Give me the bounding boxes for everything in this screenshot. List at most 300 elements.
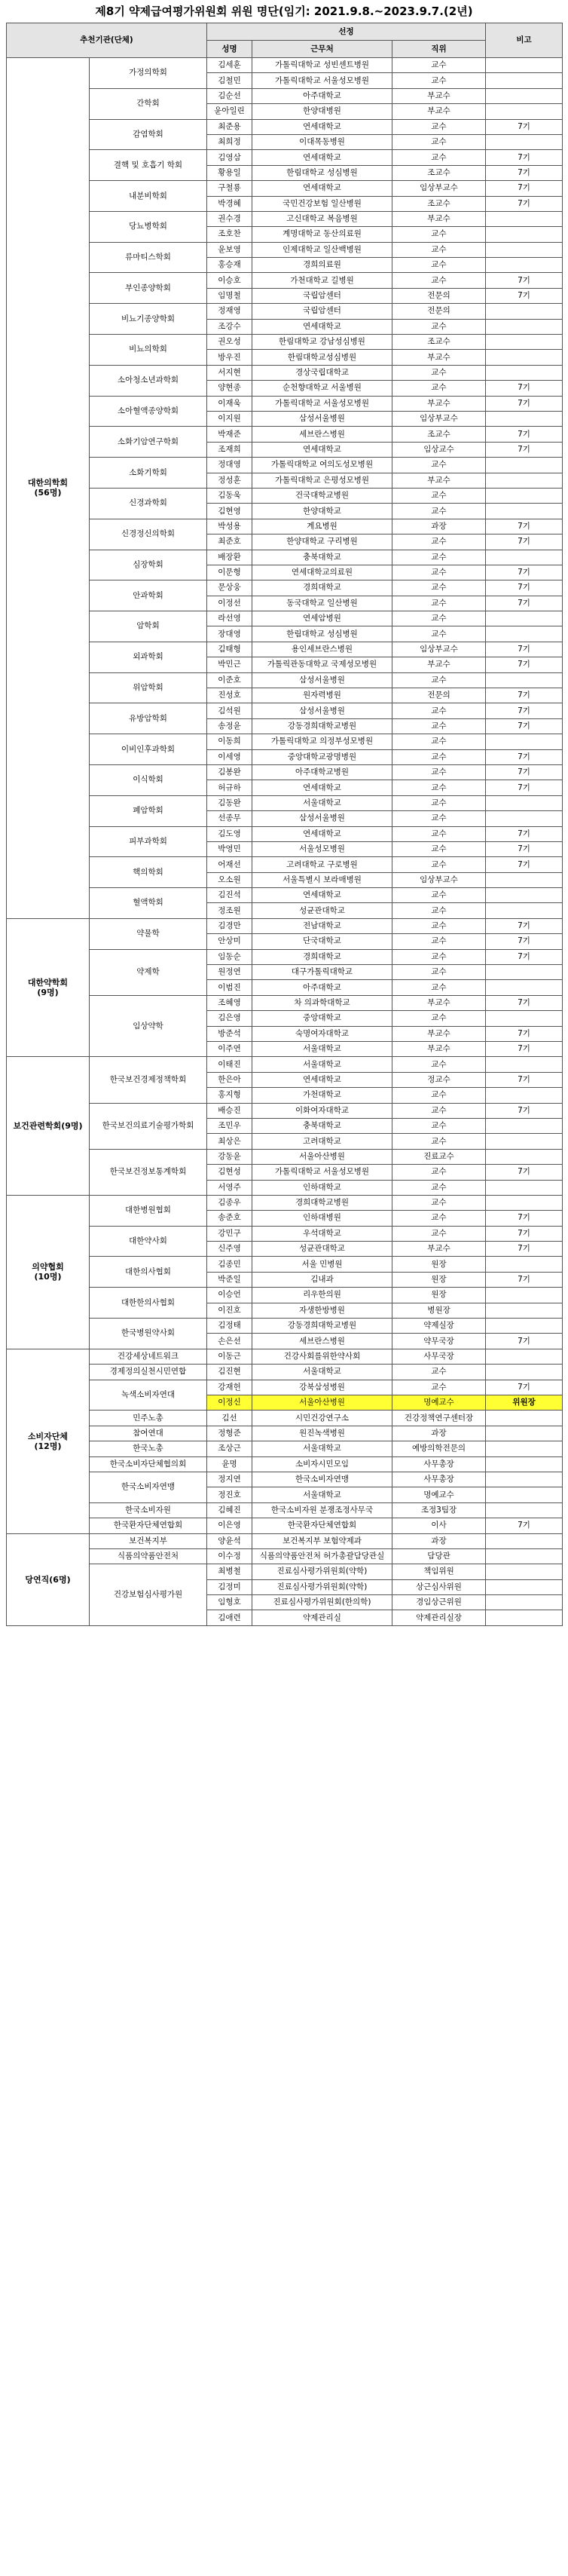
- member-row: [7, 795, 563, 810]
- member-note: 7기: [486, 1272, 563, 1287]
- member-name: 김종민: [207, 1257, 252, 1272]
- member-note: [486, 365, 563, 380]
- member-row: [7, 764, 563, 780]
- org-cell: 한국보건정보통계학회: [90, 1149, 207, 1195]
- member-note: 7기: [486, 1518, 563, 1533]
- member-row: [7, 150, 563, 165]
- member-position: 전문의: [392, 688, 486, 703]
- member-workplace: 가톨릭대학교 은평성모병원: [252, 473, 392, 488]
- member-note: [486, 1088, 563, 1103]
- member-position: 진료교수: [392, 1149, 486, 1164]
- member-name: 김진현: [207, 1365, 252, 1380]
- member-workplace: 연세대학교: [252, 1072, 392, 1087]
- member-workplace: 중앙대학교: [252, 1011, 392, 1026]
- member-position: 과장: [392, 519, 486, 534]
- member-workplace: 김내과: [252, 1272, 392, 1287]
- member-position: 교수: [392, 780, 486, 795]
- member-note: [486, 335, 563, 350]
- member-workplace: 연세대학교: [252, 888, 392, 903]
- member-workplace: 세브란스병원: [252, 1334, 392, 1349]
- member-note: 7기: [486, 150, 563, 165]
- member-position: 교수: [392, 1211, 486, 1226]
- member-position: 교수: [392, 965, 486, 980]
- member-position: 교수: [392, 918, 486, 933]
- member-workplace: 연세대학교의료원: [252, 565, 392, 580]
- member-position: 예방의학전문의: [392, 1441, 486, 1456]
- member-row: [7, 1441, 563, 1456]
- member-note: [486, 473, 563, 488]
- member-position: 책임위원: [392, 1564, 486, 1579]
- org-cell: 민주노총: [90, 1411, 207, 1426]
- member-note: [486, 1564, 563, 1579]
- member-row: [7, 995, 563, 1010]
- member-position: 명예교수: [392, 1395, 486, 1410]
- member-workplace: 고신대학교 복음병원: [252, 211, 392, 226]
- member-workplace: 연세대학교: [252, 780, 392, 795]
- org-cell: 류마티스학회: [90, 242, 207, 273]
- member-workplace: 한림대학교 성심병원: [252, 165, 392, 180]
- member-workplace: 계요병원: [252, 519, 392, 534]
- org-cell: 한국보건의료기술평가학회: [90, 1103, 207, 1149]
- member-name: 손은선: [207, 1334, 252, 1349]
- member-position: 이사: [392, 1518, 486, 1533]
- member-name: 이재욱: [207, 396, 252, 411]
- member-position: 교수: [392, 1165, 486, 1180]
- member-position: 교수: [392, 611, 486, 626]
- member-position: 교수: [392, 565, 486, 580]
- member-name: 최상은: [207, 1134, 252, 1149]
- org-cell: 대한의사협회: [90, 1257, 207, 1288]
- member-row: [7, 458, 563, 473]
- org-cell: 이비인후과학회: [90, 734, 207, 765]
- member-note: [486, 888, 563, 903]
- member-note: 7기: [486, 119, 563, 134]
- member-workplace: 한국환자단체연합회: [252, 1518, 392, 1533]
- member-row: [7, 519, 563, 534]
- member-position: 교수: [392, 458, 486, 473]
- member-workplace: 연세대학교: [252, 150, 392, 165]
- member-workplace: 한림대학교 강남성심병원: [252, 335, 392, 350]
- member-row: [7, 304, 563, 319]
- member-row: [7, 396, 563, 411]
- member-workplace: 식품의약품안전처 허가총괄담당관실: [252, 1548, 392, 1564]
- member-workplace: 경희대학교병원: [252, 1195, 392, 1210]
- member-note: 7기: [486, 1165, 563, 1180]
- org-cell: 약제학: [90, 949, 207, 995]
- member-name: 신주영: [207, 1242, 252, 1257]
- member-name: 강재헌: [207, 1380, 252, 1395]
- member-note: [486, 73, 563, 88]
- member-position: 임상부교수: [392, 642, 486, 657]
- member-note: 7기: [486, 749, 563, 764]
- member-workplace: 연세대학교: [252, 181, 392, 196]
- member-position: 부교수: [392, 1026, 486, 1041]
- member-workplace: 국립암센터: [252, 304, 392, 319]
- org-cell: 한국소비자연맹: [90, 1472, 207, 1502]
- member-position: 교수: [392, 227, 486, 242]
- member-name: 이승언: [207, 1288, 252, 1303]
- member-name: 김태형: [207, 642, 252, 657]
- member-workplace: 서울대학교: [252, 1057, 392, 1072]
- member-name: 서지현: [207, 365, 252, 380]
- member-workplace: 충북대학교: [252, 550, 392, 565]
- header-recommender: 추천기관(단체): [7, 23, 207, 58]
- member-row: [7, 1548, 563, 1564]
- member-position: 병원장: [392, 1303, 486, 1318]
- org-cell: 당뇨병학회: [90, 211, 207, 242]
- member-name: 진성호: [207, 688, 252, 703]
- member-position: 정교수: [392, 1072, 486, 1087]
- member-position: 조교수: [392, 427, 486, 442]
- member-note: 7기: [486, 534, 563, 550]
- member-note: [486, 227, 563, 242]
- member-name: 홍지형: [207, 1088, 252, 1103]
- member-row: [7, 672, 563, 688]
- org-cell: 안과학회: [90, 580, 207, 611]
- member-position: 교수: [392, 826, 486, 841]
- member-name: 박민근: [207, 657, 252, 672]
- member-row: [7, 888, 563, 903]
- member-workplace: 삼성서울병원: [252, 411, 392, 426]
- member-row: [7, 1103, 563, 1118]
- member-name: 이승호: [207, 273, 252, 288]
- member-row: [7, 1411, 563, 1426]
- member-workplace: 원자력병원: [252, 688, 392, 703]
- member-workplace: 한국소비자원 분쟁조정사무국: [252, 1502, 392, 1518]
- org-cell: 소화기학회: [90, 458, 207, 489]
- member-position: 교수: [392, 73, 486, 88]
- member-name: 조호찬: [207, 227, 252, 242]
- member-position: 부교수: [392, 657, 486, 672]
- member-note: [486, 1456, 563, 1472]
- member-name: 박준일: [207, 1272, 252, 1287]
- member-workplace: 단국대학교: [252, 934, 392, 949]
- member-name: 김도영: [207, 826, 252, 841]
- org-cell: 대한약사회: [90, 1226, 207, 1257]
- member-name: 어재선: [207, 857, 252, 872]
- member-name: 서영주: [207, 1180, 252, 1195]
- member-position: 교수: [392, 1226, 486, 1241]
- member-row: [7, 1533, 563, 1548]
- member-row: [7, 949, 563, 964]
- member-workplace: 가톨릭관동대학교 국제성모병원: [252, 657, 392, 672]
- member-position: 담당관: [392, 1548, 486, 1564]
- member-row: [7, 88, 563, 103]
- member-position: 교수: [392, 534, 486, 550]
- member-workplace: 아주대학교병원: [252, 764, 392, 780]
- member-position: 원장: [392, 1257, 486, 1272]
- org-cell: 임상약학: [90, 995, 207, 1057]
- member-position: 전문의: [392, 304, 486, 319]
- member-name: 이범진: [207, 980, 252, 995]
- member-position: 과장: [392, 1426, 486, 1441]
- member-note: [486, 795, 563, 810]
- member-position: 부교수: [392, 88, 486, 103]
- member-note: 위원장: [486, 1395, 563, 1410]
- member-workplace: 국민건강보험 일산병원: [252, 196, 392, 211]
- member-note: [486, 1533, 563, 1548]
- member-name: 윤아일린: [207, 104, 252, 119]
- member-table: [6, 23, 563, 1626]
- header-position: 직위: [392, 41, 486, 58]
- member-row: [7, 1380, 563, 1395]
- member-position: 교수: [392, 1365, 486, 1380]
- org-cell: 참여연대: [90, 1426, 207, 1441]
- member-workplace: 연세대학교: [252, 442, 392, 457]
- member-note: [486, 504, 563, 519]
- member-row: [7, 1456, 563, 1472]
- member-name: 김현성: [207, 1165, 252, 1180]
- member-name: 박경혜: [207, 196, 252, 211]
- member-position: 부교수: [392, 396, 486, 411]
- org-cell: 한국노총: [90, 1441, 207, 1456]
- member-note: 7기: [486, 1242, 563, 1257]
- member-workplace: 가천대학교: [252, 1088, 392, 1103]
- org-cell: 폐암학회: [90, 795, 207, 826]
- member-workplace: 인하대학교: [252, 1180, 392, 1195]
- member-note: 7기: [486, 857, 563, 872]
- org-cell: 위암학회: [90, 672, 207, 703]
- member-name: 조재희: [207, 442, 252, 457]
- member-note: [486, 1303, 563, 1318]
- member-row: [7, 703, 563, 718]
- member-row: [7, 1426, 563, 1441]
- member-name: 원정연: [207, 965, 252, 980]
- member-position: 교수: [392, 580, 486, 596]
- org-cell: 소아혈액종양학회: [90, 396, 207, 427]
- member-note: [486, 672, 563, 688]
- member-workplace: 진료심사평가위원회(한의학): [252, 1595, 392, 1610]
- org-cell: 건강세상네트워크: [90, 1349, 207, 1364]
- member-workplace: 아주대학교: [252, 980, 392, 995]
- member-position: 사무총장: [392, 1472, 486, 1487]
- org-cell: 심장학회: [90, 550, 207, 580]
- header-name: 성명: [207, 41, 252, 58]
- member-row: [7, 734, 563, 749]
- org-cell: 대한병원협회: [90, 1195, 207, 1226]
- document-title: 제8기 약제급여평가위원회 위원 명단(임기: 2021.9.8.~2023.9.7.(2년): [95, 5, 473, 18]
- member-note: 7기: [486, 288, 563, 303]
- member-note: [486, 811, 563, 826]
- member-note: [486, 304, 563, 319]
- member-name: 박영민: [207, 841, 252, 856]
- member-row: [7, 611, 563, 626]
- member-name: 김순선: [207, 88, 252, 103]
- member-name: 배승진: [207, 1103, 252, 1118]
- member-note: 7기: [486, 1211, 563, 1226]
- member-position: 교수: [392, 1103, 486, 1118]
- org-cell: 가정의학회: [90, 58, 207, 89]
- member-note: [486, 1365, 563, 1380]
- member-position: 조교수: [392, 196, 486, 211]
- member-note: [486, 1134, 563, 1149]
- org-cell: 비뇨의학회: [90, 335, 207, 366]
- member-position: 임상교수: [392, 442, 486, 457]
- member-row: [7, 58, 563, 73]
- member-workplace: 가톨릭대학교 서울성모병원: [252, 396, 392, 411]
- member-note: [486, 104, 563, 119]
- member-position: 경임상근위원: [392, 1595, 486, 1610]
- member-note: [486, 550, 563, 565]
- member-workplace: 삼성서울병원: [252, 811, 392, 826]
- org-cell: 건강보험심사평가원: [90, 1564, 207, 1626]
- member-name: 안상미: [207, 934, 252, 949]
- member-position: 교수: [392, 734, 486, 749]
- category-cell: 대한의학회 (56명): [7, 58, 90, 919]
- member-position: 부교수: [392, 473, 486, 488]
- member-note: 7기: [486, 1380, 563, 1395]
- member-note: 7기: [486, 580, 563, 596]
- org-cell: 암학회: [90, 611, 207, 642]
- member-workplace: 한양대학교: [252, 504, 392, 519]
- member-position: 교수: [392, 365, 486, 380]
- member-workplace: 한양대학교 구리병원: [252, 534, 392, 550]
- member-workplace: 아주대학교: [252, 88, 392, 103]
- org-cell: 유방암학회: [90, 703, 207, 734]
- member-position: 교수: [392, 319, 486, 334]
- member-name: 김종우: [207, 1195, 252, 1210]
- member-name: 최희정: [207, 134, 252, 149]
- member-name: 선종무: [207, 811, 252, 826]
- member-position: 교수: [392, 841, 486, 856]
- member-workplace: 약제관리실: [252, 1610, 392, 1625]
- member-workplace: 건국대학교병원: [252, 488, 392, 503]
- member-workplace: 리우한의원: [252, 1288, 392, 1303]
- member-note: [486, 1610, 563, 1625]
- member-position: 교수: [392, 550, 486, 565]
- member-workplace: 계명대학교 동산의료원: [252, 227, 392, 242]
- member-row: [7, 1518, 563, 1533]
- member-name: 정조원: [207, 903, 252, 918]
- org-cell: 피부과학회: [90, 826, 207, 857]
- org-cell: 한국병원약사회: [90, 1319, 207, 1349]
- member-note: [486, 734, 563, 749]
- member-position: 교수: [392, 718, 486, 734]
- member-note: 7기: [486, 1334, 563, 1349]
- member-note: [486, 903, 563, 918]
- member-workplace: 연세암병원: [252, 611, 392, 626]
- member-name: 이정신: [207, 1395, 252, 1410]
- member-name: 김동욱: [207, 488, 252, 503]
- member-name: 김철민: [207, 73, 252, 88]
- member-position: 약제실장: [392, 1319, 486, 1334]
- member-name: 김봉완: [207, 764, 252, 780]
- member-row: [7, 181, 563, 196]
- member-workplace: 한양대병원: [252, 104, 392, 119]
- member-position: 교수: [392, 488, 486, 503]
- member-note: [486, 1548, 563, 1564]
- member-note: 7기: [486, 196, 563, 211]
- member-row: [7, 1365, 563, 1380]
- member-workplace: 연세대학교: [252, 319, 392, 334]
- member-workplace: 강북삼성병원: [252, 1380, 392, 1395]
- member-note: 7기: [486, 165, 563, 180]
- member-row: [7, 1057, 563, 1072]
- member-name: 정대영: [207, 458, 252, 473]
- org-cell: 소아청소년과학회: [90, 365, 207, 396]
- member-workplace: 서울아산병원: [252, 1149, 392, 1164]
- member-name: 김혜진: [207, 1502, 252, 1518]
- category-cell: 보건관련학회(9명): [7, 1057, 90, 1196]
- member-note: 7기: [486, 918, 563, 933]
- org-cell: 경제정의실천시민연합: [90, 1365, 207, 1380]
- org-cell: 식품의약품안전처: [90, 1548, 207, 1564]
- org-cell: 신경정신의학회: [90, 519, 207, 550]
- member-row: [7, 1257, 563, 1272]
- member-workplace: 서울대학교: [252, 1365, 392, 1380]
- member-workplace: 대구가톨릭대학교: [252, 965, 392, 980]
- member-note: 7기: [486, 826, 563, 841]
- member-row: [7, 335, 563, 350]
- org-cell: 결핵 및 호흡기 학회: [90, 150, 207, 181]
- member-workplace: 세브란스병원: [252, 427, 392, 442]
- member-position: 교수: [392, 749, 486, 764]
- member-position: 부교수: [392, 104, 486, 119]
- member-note: 7기: [486, 657, 563, 672]
- member-workplace: 삼성서울병원: [252, 703, 392, 718]
- member-position: 교수: [392, 504, 486, 519]
- member-note: [486, 1011, 563, 1026]
- member-workplace: 한림대학교 성심병원: [252, 626, 392, 642]
- member-name: 윤보영: [207, 242, 252, 257]
- member-note: 7기: [486, 764, 563, 780]
- category-cell: 대한약학회 (9명): [7, 918, 90, 1057]
- org-cell: 내분비학회: [90, 181, 207, 212]
- member-position: 원장: [392, 1288, 486, 1303]
- member-note: 7기: [486, 1103, 563, 1118]
- member-row: [7, 1195, 563, 1210]
- member-name: 김정태: [207, 1319, 252, 1334]
- member-note: [486, 88, 563, 103]
- member-workplace: 가톨릭대학교 의정부성모병원: [252, 734, 392, 749]
- member-row: [7, 211, 563, 226]
- member-name: 김영삼: [207, 150, 252, 165]
- member-note: [486, 872, 563, 887]
- member-position: 부교수: [392, 1242, 486, 1257]
- member-position: 교수: [392, 258, 486, 273]
- member-name: 임형호: [207, 1595, 252, 1610]
- member-position: 전문의: [392, 288, 486, 303]
- member-note: [486, 1502, 563, 1518]
- member-row: [7, 242, 563, 257]
- member-name: 방우진: [207, 350, 252, 365]
- member-name: 김현영: [207, 504, 252, 519]
- member-name: 임동순: [207, 949, 252, 964]
- member-note: [486, 350, 563, 365]
- member-workplace: 가톨릭대학교 서울성모병원: [252, 1165, 392, 1180]
- member-position: 과장: [392, 1533, 486, 1548]
- member-note: 7기: [486, 396, 563, 411]
- member-row: [7, 1564, 563, 1579]
- member-position: 교수: [392, 811, 486, 826]
- member-note: 7기: [486, 381, 563, 396]
- member-workplace: 국립암센터: [252, 288, 392, 303]
- member-note: 7기: [486, 1226, 563, 1241]
- member-position: 원장: [392, 1272, 486, 1287]
- member-note: [486, 1349, 563, 1364]
- member-name: 방준석: [207, 1026, 252, 1041]
- member-note: [486, 211, 563, 226]
- member-note: [486, 1288, 563, 1303]
- member-workplace: 가톨릭대학교 서울성모병원: [252, 73, 392, 88]
- member-name: 이지원: [207, 411, 252, 426]
- member-name: 이주연: [207, 1042, 252, 1057]
- member-name: 이수정: [207, 1548, 252, 1564]
- member-name: 권수경: [207, 211, 252, 226]
- member-row: [7, 488, 563, 503]
- member-name: 김정미: [207, 1579, 252, 1594]
- member-name: 허규하: [207, 780, 252, 795]
